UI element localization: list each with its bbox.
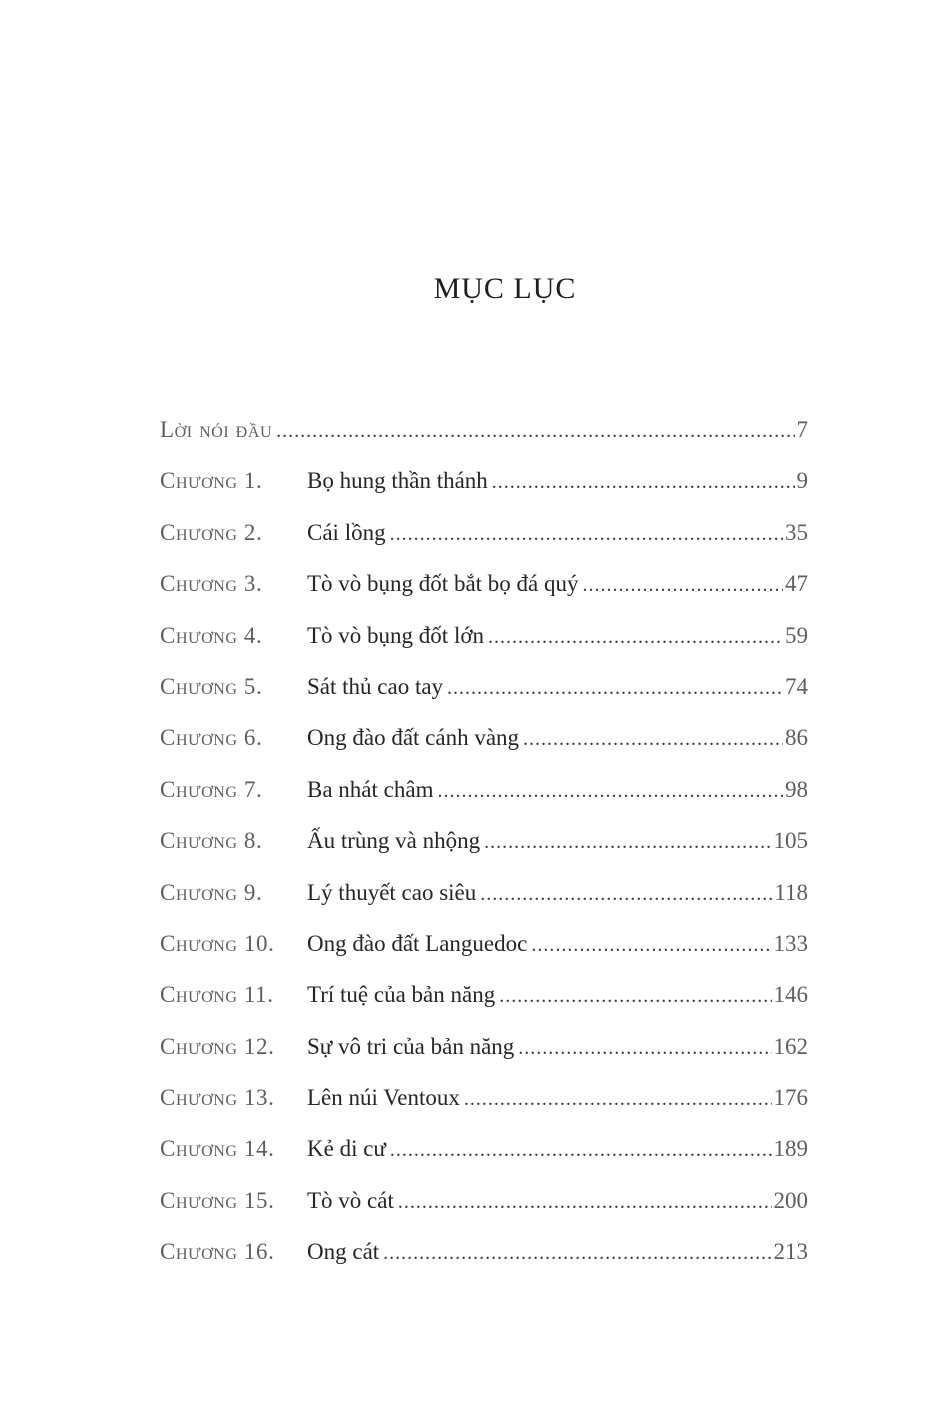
table-of-contents [160,408,808,1282]
toc-page-number: 9 [796,468,808,494]
toc-chapter-title: Bọ hung thần thánh [307,468,488,494]
toc-page-number: 35 [785,519,808,545]
page-title: MỤC LỤC [433,272,577,305]
dot-leader [383,1231,771,1275]
toc-entry-chapter-3[interactable] [160,562,808,613]
dot-leader [518,1026,771,1070]
dot-leader [464,1077,772,1121]
dot-leader [492,460,795,504]
dot-leader [531,923,771,967]
toc-chapter-label: Chương 10. [160,930,275,956]
toc-entry-chapter-8[interactable] [160,819,808,870]
toc-entry-label: Lời nói đầu [160,417,273,442]
toc-entry-chapter-4[interactable] [160,614,808,665]
toc-entry-chapter-12[interactable] [160,1025,808,1076]
toc-chapter-label: Chương 2. [160,519,263,545]
toc-page-number: 118 [774,879,808,905]
toc-chapter-title: Lên núi Ventoux [307,1085,460,1111]
toc-chapter-label: Chương 15. [160,1187,275,1213]
dot-leader [484,820,771,864]
toc-chapter-title: Tò vò bụng đốt bắt bọ đá quý [307,571,579,597]
dot-leader [447,666,783,710]
toc-chapter-label: Chương 9. [160,879,263,905]
toc-page-number: 146 [773,982,808,1008]
toc-entry-chapter-15[interactable] [160,1179,808,1230]
toc-chapter-title: Cái lồng [307,519,386,545]
toc-chapter-label: Chương 11. [160,982,274,1008]
toc-entry-preface[interactable] [160,408,808,459]
toc-entry-chapter-1[interactable] [160,459,808,510]
toc-chapter-title: Lý thuyết cao siêu [307,879,477,905]
toc-chapter-label: Chương 12. [160,1033,275,1059]
dot-leader [398,1180,772,1224]
toc-page-number: 86 [785,725,808,751]
toc-entry-chapter-16[interactable] [160,1230,808,1281]
toc-page-number: 189 [773,1136,808,1162]
toc-chapter-title: Sự vô tri của bản năng [307,1033,515,1059]
toc-chapter-title: Tò vò cát [307,1187,394,1213]
toc-entry-chapter-13[interactable] [160,1076,808,1127]
toc-chapter-title: Sát thủ cao tay [307,673,444,699]
toc-chapter-label: Chương 14. [160,1136,275,1162]
toc-chapter-label: Chương 6. [160,725,263,751]
toc-chapter-label: Chương 3. [160,571,263,597]
toc-chapter-label: Chương 4. [160,622,263,648]
toc-entry-chapter-10[interactable] [160,922,808,973]
toc-entry-chapter-6[interactable] [160,716,808,767]
toc-page-number: 162 [773,1033,808,1059]
toc-entry-chapter-2[interactable] [160,511,808,562]
toc-chapter-title: Trí tuệ của bản năng [307,982,496,1008]
toc-chapter-title: Kẻ di cư [307,1136,386,1162]
toc-entry-chapter-7[interactable] [160,768,808,819]
toc-entry-chapter-5[interactable] [160,665,808,716]
toc-chapter-title: Tò vò bụng đốt lớn [307,622,484,648]
toc-chapter-title: Ong cát [307,1239,380,1265]
toc-entry-chapter-14[interactable] [160,1127,808,1178]
dot-leader [583,563,784,607]
toc-page-number: 74 [785,673,808,699]
toc-page-number: 98 [785,776,808,802]
toc-chapter-label: Chương 8. [160,828,263,854]
dot-leader [437,769,783,813]
toc-page-number: 133 [773,930,808,956]
toc-page-number: 213 [773,1239,808,1265]
toc-chapter-label: Chương 13. [160,1085,275,1111]
dot-leader [276,409,794,453]
dot-leader [390,512,783,556]
toc-chapter-title: Ong đào đất Languedoc [307,930,528,956]
toc-chapter-label: Chương 1. [160,468,263,494]
toc-chapter-title: Ong đào đất cánh vàng [307,725,520,751]
dot-leader [480,872,772,916]
toc-page-number: 7 [796,417,808,442]
toc-chapter-title: Ba nhát châm [307,776,434,802]
dot-leader [523,717,783,761]
dot-leader [390,1128,772,1172]
toc-page-number: 105 [773,828,808,854]
toc-chapter-label: Chương 7. [160,776,263,802]
toc-page-number: 176 [773,1085,808,1111]
toc-entry-chapter-9[interactable] [160,871,808,922]
toc-chapter-title: Ấu trùng và nhộng [307,828,481,854]
dot-leader [488,615,783,659]
toc-page-number: 59 [785,622,808,648]
toc-entry-chapter-11[interactable] [160,973,808,1024]
toc-chapter-label: Chương 16. [160,1239,275,1265]
dot-leader [499,974,771,1018]
toc-page-number: 200 [773,1187,808,1213]
toc-chapter-label: Chương 5. [160,673,263,699]
toc-page-number: 47 [785,571,808,597]
